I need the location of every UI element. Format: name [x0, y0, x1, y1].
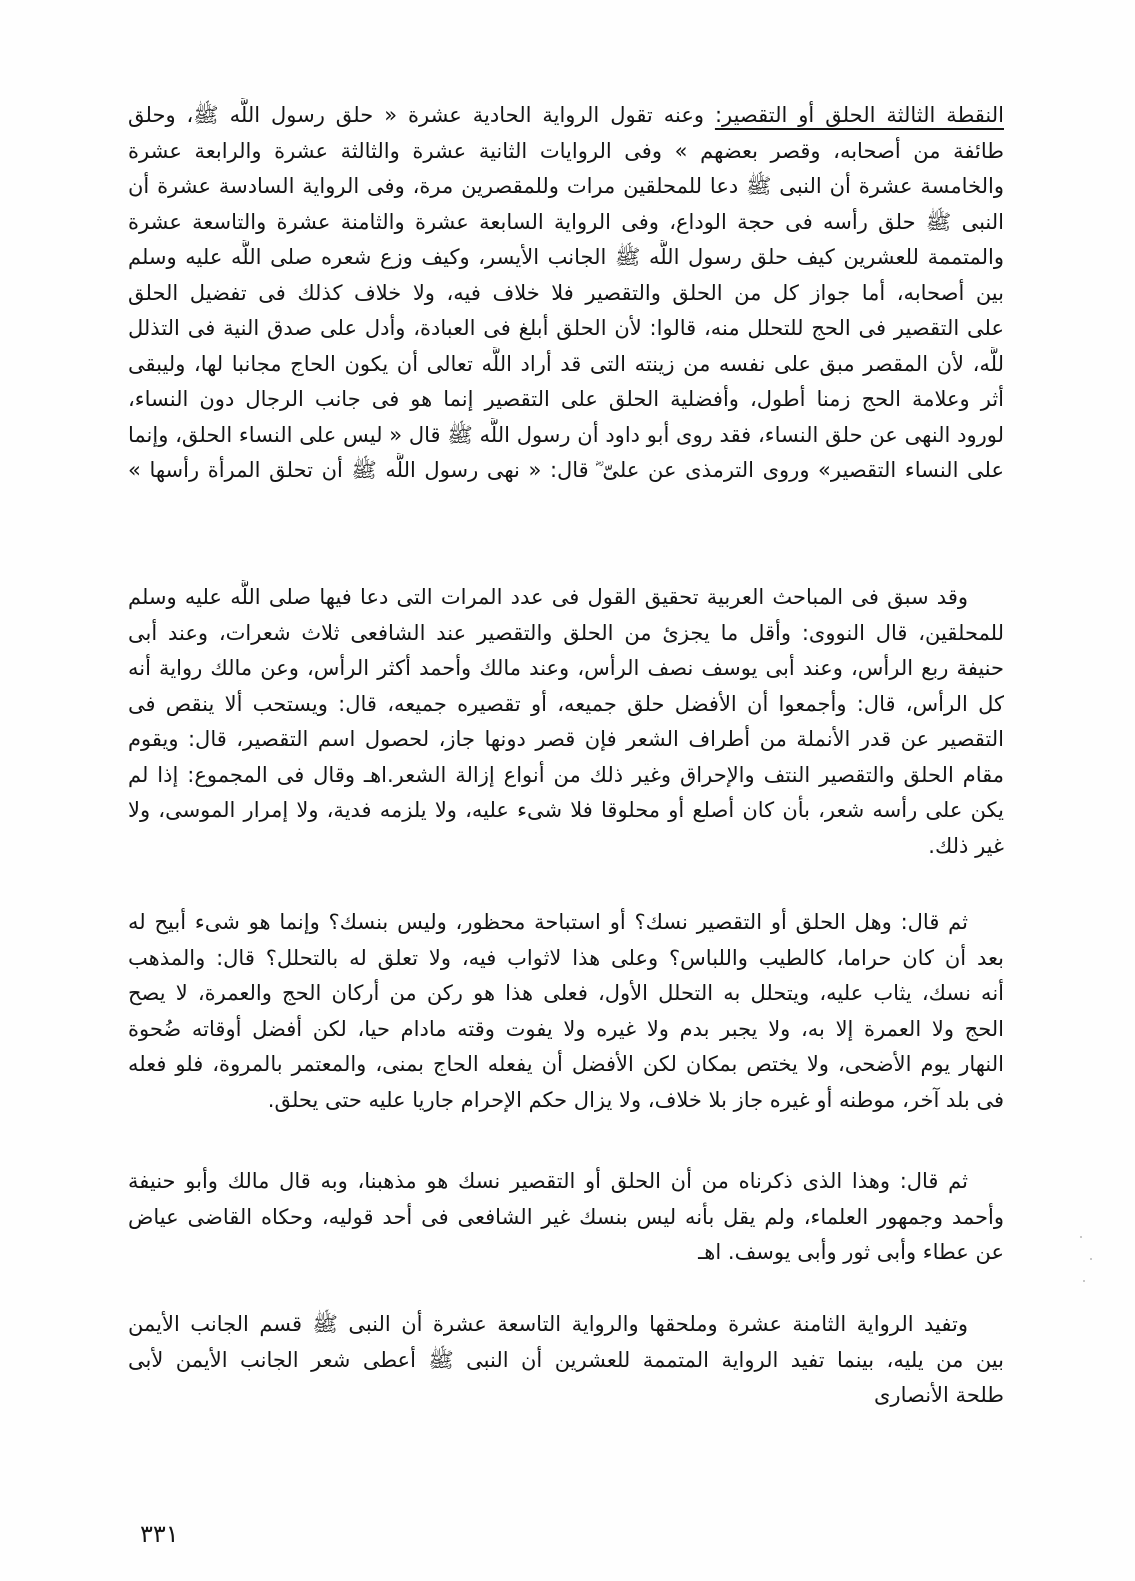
text-line: يكن على رأسه شعر، بأن كان أصلع أو محلوقا فلا شىء عليه، ولا يلزمه فدية، ولا إمرار الموسى، ولا [128, 798, 1004, 822]
text-line: ثم قال: وهذا الذى ذكرناه من أن الحلق أو التقصير نسك هو مذهبنا، وبه قال مالك وأبو حنيفة [128, 1169, 968, 1193]
text-line: للَّه، لأن المقصر مبق على نفسه من زينته التى قد أراد اللَّه تعالى أن يكون الحاج مجانبا لها، وليبقى [128, 351, 1004, 376]
page-number: ٣٣١ [140, 1520, 179, 1548]
text-line: الحج ولا العمرة إلا به، ولا يجبر بدم ولا غيره ولا يفوت وقته مادام حيا، لكن أفضل أوقاته ضُحوة [128, 1016, 1004, 1041]
text-line: طائفة من أصحابه، وقصر بعضهم » وفى الروايات الثانية عشرة والثالثة عشرة والرابعة عشرة [128, 138, 1004, 163]
text-line: النبى ﷺ حلق رأسه فى حجة الوداع، وفى الرواية السابعة عشرة والثامنة عشرة والتاسعة عشرة [128, 209, 1004, 234]
text-line: والخامسة عشرة أن النبى ﷺ دعا للمحلقين مرات وللمقصرين مرة، وفى الرواية السادسة عشرة أن [128, 174, 1004, 198]
text-line: والمتممة للعشرين كيف حلق رسول اللَّه ﷺ الجانب الأيسر، وكيف وزع شعره صلى اللَّه عليه وسلم [128, 245, 1004, 269]
text-line: بين من يليه، بينما تفيد الرواية المتممة للعشرين أن النبى ﷺ أعطى شعر الجانب الأيمن لأبى [128, 1347, 1004, 1372]
text-line: النهار يوم الأضحى، ولا يختص بمكان لكن الأفضل أن يفعله الحاج بمنى، والمعتمر بالمروة، فلو فعله [128, 1052, 1004, 1076]
text-line: كل الرأس، قال: وأجمعوا أن الأفضل حلق جميعه، أو تقصيره جميعه، قال: ويستحب ألا ينقص فى [128, 691, 1004, 716]
paragraph-3 [128, 905, 1004, 1118]
text-line: على النساء التقصير» وروى الترمذى عن علىّ ؓ قال: « نهى رسول اللَّه ﷺ أن تحلق المرأة رأسها » [128, 458, 1004, 482]
line-text: وعنه تقول الرواية الحادية عشرة « حلق رسول اللَّه ﷺ، وحلق [128, 103, 715, 127]
text-line: التقصير عن قدر الأنملة من أطراف الشعر فإن قصر دونها جاز، لحصول اسم التقصير، قال: ويقوم [128, 727, 1004, 751]
text-line: فى بلد آخر، موطنه أو غيره جاز بلا خلاف، ولا يزال حكم الإحرام جاريا عليه حتى يحلق. [267, 1087, 1004, 1112]
text-line: وأحمد وجمهور العلماء، ولم يقل بأنه ليس بنسك غير الشافعى فى أحد قوليه، وحكاه القاضى عياض [128, 1204, 1004, 1229]
scan-speck [1083, 1280, 1085, 1282]
text-line: لورود النهى عن حلق النساء، فقد روى أبو داود أن رسول اللَّه ﷺ قال « ليس على النساء الحلق، وإنما [128, 422, 1004, 447]
paragraph-1 [128, 98, 1004, 489]
text-line: بين أصحابه، أما جواز كل من الحلق والتقصير فلا خلاف فيه، ولا خلاف كذلك فى تفضيل الحلق [128, 280, 1004, 305]
text-line: أثر وعلامة الحج زمنا أطول، وأفضلية الحلق على التقصير إنما هو فى جانب الرجال دون النساء، [128, 387, 1004, 411]
scan-speck [1090, 1258, 1092, 1260]
paragraph-5 [128, 1307, 1004, 1414]
text-line [128, 98, 1004, 134]
paragraph-4 [128, 1164, 1004, 1271]
section-heading: النقطة الثالثة الحلق أو التقصير: [714, 103, 1004, 127]
text-line: أنه نسك، يثاب عليه، ويتحلل به التحلل الأول، فعلى هذا هو ركن من أركان الحج والعمرة، لا يصح [128, 981, 1004, 1005]
text-line: طلحة الأنصارى [874, 1383, 1004, 1407]
text-line: على التقصير فى الحج للتحلل منه، قالوا: لأن الحلق أبلغ فى العبادة، وأدل على صدق النية فى التذلل [128, 316, 1004, 340]
text-line: وتفيد الرواية الثامنة عشرة وملحقها والرواية التاسعة عشرة أن النبى ﷺ قسم الجانب الأيمن [128, 1312, 968, 1336]
text-line: ثم قال: وهل الحلق أو التقصير نسك؟ أو استباحة محظور، وليس بنسك؟ وإنما هو شىء أبيح له [128, 910, 968, 934]
text-line: عن عطاء وأبى ثور وأبى يوسف. اهـ [698, 1240, 1004, 1264]
text-line: بعد أن كان حراما، كالطيب واللباس؟ وعلى هذا لاثواب فيه، ولا تعلق له بالتحلل؟ قال: والمذهب [128, 945, 1004, 970]
text-line: للمحلقين، قال النووى: وأقل ما يجزئ من الحلق والتقصير عند الشافعى ثلاث شعرات، وعند أبى [128, 620, 1004, 645]
text-line: وقد سبق فى المباحث العربية تحقيق القول فى عدد المرات التى دعا فيها صلى اللَّه عليه وسلم [128, 585, 968, 609]
text-line: حنيفة ربع الرأس، وعند أبى يوسف نصف الرأس، وعند مالك وأحمد أكثر الرأس، وعن مالك رواية أنه [128, 656, 1004, 680]
paragraph-2 [128, 580, 1004, 864]
scan-speck [1080, 1236, 1082, 1238]
text-line: غير ذلك. [928, 833, 1004, 858]
text-line: مقام الحلق والتقصير النتف والإحراق وغير ذلك من أنواع إزالة الشعر.اهـ وقال فى المجموع: إذا لم [128, 762, 1004, 787]
